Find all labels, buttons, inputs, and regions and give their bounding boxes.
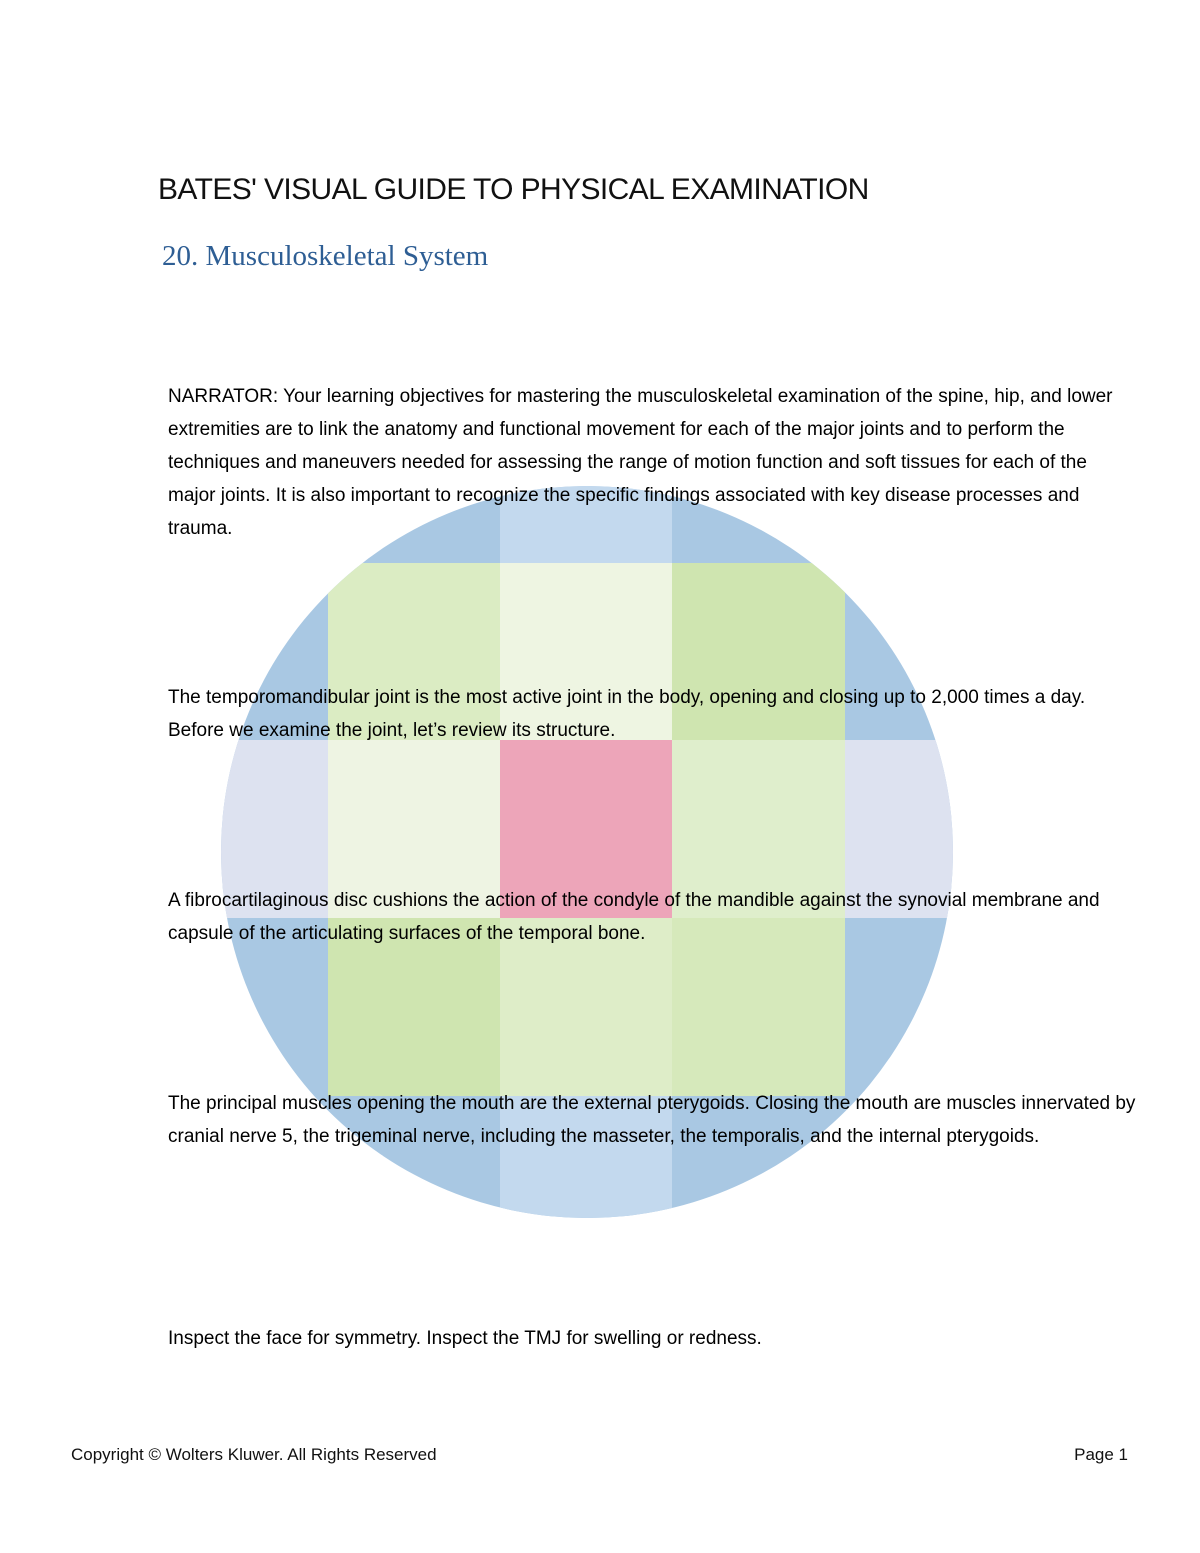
paragraph-inspection: Inspect the face for symmetry. Inspect the TMJ for swelling or redness. <box>168 1328 762 1349</box>
paragraph-principal-muscles: The principal muscles opening the mouth are the external pterygoids. Closing the mouth are muscles innervated by cranial nerve 5, the trigeminal nerve, including the masseter, the temporalis, and the internal pterygoids. <box>168 1093 1136 1147</box>
paragraph-tmj-intro: The temporomandibular joint is the most active joint in the body, opening and closing up to 2,000 times a day. Before we examine the joint, let’s review its structure. <box>168 687 1086 741</box>
footer-page-number: Page 1 <box>1074 1445 1128 1464</box>
paragraph-fibrocartilaginous-disc: A fibrocartilaginous disc cushions the action of the condyle of the mandible against the synovial membrane and capsule of the articulating surfaces of the temporal bone. <box>168 890 1100 944</box>
footer-copyright: Copyright © Wolters Kluwer. All Rights Reserved <box>71 1445 437 1464</box>
paragraph-learning-objectives: NARRATOR: Your learning objectives for mastering the musculoskeletal examination of the spine, hip, and lower extremities are to link the anatomy and functional movement for each of the major joints and to perform the techniques and maneuvers needed for assessing the range of motion function and soft tissues for each of the major joints. It is also important to recognize the specific findings associated with key disease processes and trauma. <box>168 386 1113 539</box>
document-header-title: BATES' VISUAL GUIDE TO PHYSICAL EXAMINATION <box>158 173 869 206</box>
chapter-title: 20. Musculoskeletal System <box>162 240 489 272</box>
